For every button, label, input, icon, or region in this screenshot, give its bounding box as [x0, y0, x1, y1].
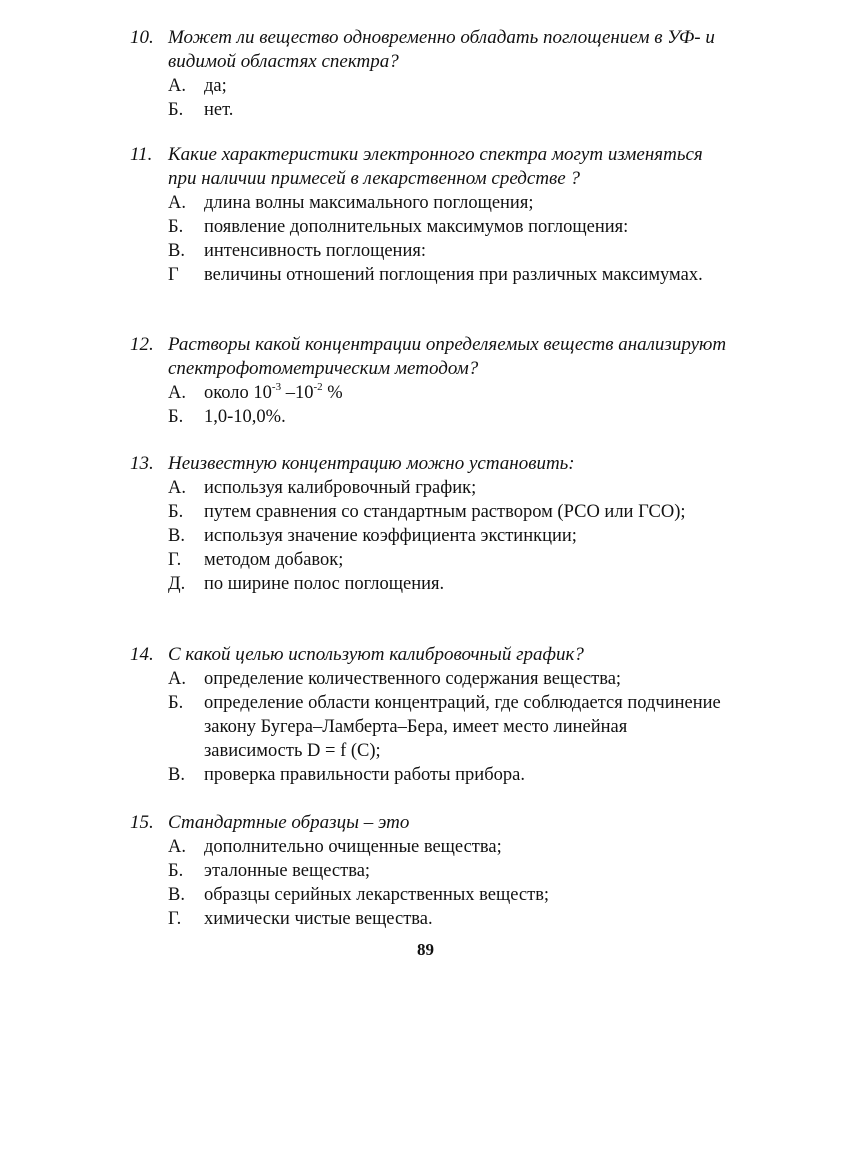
question-number: 10.	[130, 27, 154, 48]
option-text: эталонные вещества;	[204, 861, 371, 881]
question-header	[130, 143, 730, 191]
question-text: Какие характеристики электронного спектра могут изменяться при наличии примесей в лекарственном средстве ?	[168, 144, 703, 189]
option-text: по ширине полос поглощения.	[204, 574, 445, 594]
option-text: используя калибровочный график;	[204, 478, 477, 498]
answer-option	[168, 405, 730, 429]
answer-option	[168, 859, 730, 883]
question-text: С какой целью используют калибровочный график?	[168, 644, 584, 665]
option-text: да;	[204, 76, 227, 96]
option-letter: А.	[168, 478, 186, 498]
question-12	[130, 333, 730, 429]
option-letter: Д.	[168, 574, 186, 594]
answer-option	[168, 907, 730, 931]
question-number: 12.	[130, 334, 154, 355]
option-text: проверка правильности работы прибора.	[204, 765, 525, 785]
option-letter: Б.	[168, 217, 184, 237]
option-letter: Б.	[168, 502, 184, 522]
option-text: используя значение коэффициента экстинкции;	[204, 526, 577, 546]
answer-option	[168, 476, 730, 500]
option-letter: А.	[168, 669, 186, 689]
answer-option	[168, 98, 730, 122]
answer-option	[168, 381, 730, 405]
option-letter: Г	[168, 265, 179, 285]
answer-option	[168, 74, 730, 98]
answer-option	[168, 883, 730, 907]
exponent: -3	[271, 381, 282, 393]
answer-option	[168, 667, 730, 691]
question-number: 11.	[130, 144, 153, 165]
option-letter: В.	[168, 241, 185, 261]
option-letter: Г.	[168, 550, 182, 570]
option-text: путем сравнения со стандартным раствором (РСО или ГСО);	[204, 502, 686, 522]
option-letter: А.	[168, 76, 186, 96]
question-header	[130, 26, 730, 74]
option-text: химически чистые вещества.	[204, 909, 433, 929]
option-letter: А.	[168, 837, 186, 857]
option-text: величины отношений поглощения при различных максимумах.	[204, 265, 703, 285]
answer-option	[168, 548, 730, 572]
question-header	[130, 643, 730, 667]
question-header	[130, 452, 730, 476]
exponent: -2	[313, 381, 323, 393]
answer-option	[168, 263, 730, 287]
option-letter: Б.	[168, 861, 184, 881]
question-text: Стандартные образцы – это	[168, 812, 410, 833]
option-letter: В.	[168, 765, 185, 785]
option-text: длина волны максимального поглощения;	[204, 193, 534, 213]
option-text: методом добавок;	[204, 550, 344, 570]
answer-option	[168, 191, 730, 215]
option-letter: Б.	[168, 693, 184, 713]
question-text: Неизвестную концентрацию можно установить:	[168, 453, 575, 474]
question-number: 14.	[130, 644, 154, 665]
option-letter: Б.	[168, 100, 184, 120]
option-letter: В.	[168, 526, 185, 546]
answer-option	[168, 500, 730, 524]
option-text-middle: –10	[281, 383, 314, 403]
option-letter: А.	[168, 383, 186, 403]
question-13	[130, 452, 730, 596]
option-text: 1,0-10,0%.	[204, 407, 286, 427]
answer-option	[168, 215, 730, 239]
page-number: 89	[417, 940, 434, 959]
option-letter: Г.	[168, 909, 182, 929]
option-text-suffix: %	[322, 383, 343, 403]
question-text: Растворы какой концентрации определяемых веществ анализируют спектрофотометрическим методом?	[168, 334, 727, 379]
question-15	[130, 811, 730, 931]
question-11	[130, 143, 730, 287]
option-text-prefix: около 10	[204, 383, 272, 403]
question-header	[130, 811, 730, 835]
option-text: появление дополнительных максимумов поглощения:	[204, 217, 629, 237]
option-text: дополнительно очищенные вещества;	[204, 837, 502, 857]
answer-option	[168, 763, 730, 787]
option-letter: В.	[168, 885, 185, 905]
answer-option	[168, 524, 730, 548]
question-number: 13.	[130, 453, 154, 474]
option-text: определение области концентраций, где соблюдается подчинение закону Бугера–Ламберта–Бера, имеет место линейная зависимость D = f (C);	[204, 693, 721, 761]
answer-option	[168, 239, 730, 263]
option-text	[204, 381, 730, 405]
question-10	[130, 26, 730, 122]
question-number: 15.	[130, 812, 154, 833]
question-text: Может ли вещество одновременно обладать поглощением в УФ- и видимой областях спектра?	[168, 27, 715, 72]
answer-option	[168, 835, 730, 859]
answer-option	[168, 572, 730, 596]
option-text: образцы серийных лекарственных веществ;	[204, 885, 550, 905]
option-text: определение количественного содержания вещества;	[204, 669, 622, 689]
question-header	[130, 333, 730, 381]
question-14	[130, 643, 730, 787]
option-text: интенсивность поглощения:	[204, 241, 426, 261]
option-letter: А.	[168, 193, 186, 213]
option-text: нет.	[204, 100, 234, 120]
option-letter: Б.	[168, 407, 184, 427]
answer-option	[168, 691, 730, 763]
